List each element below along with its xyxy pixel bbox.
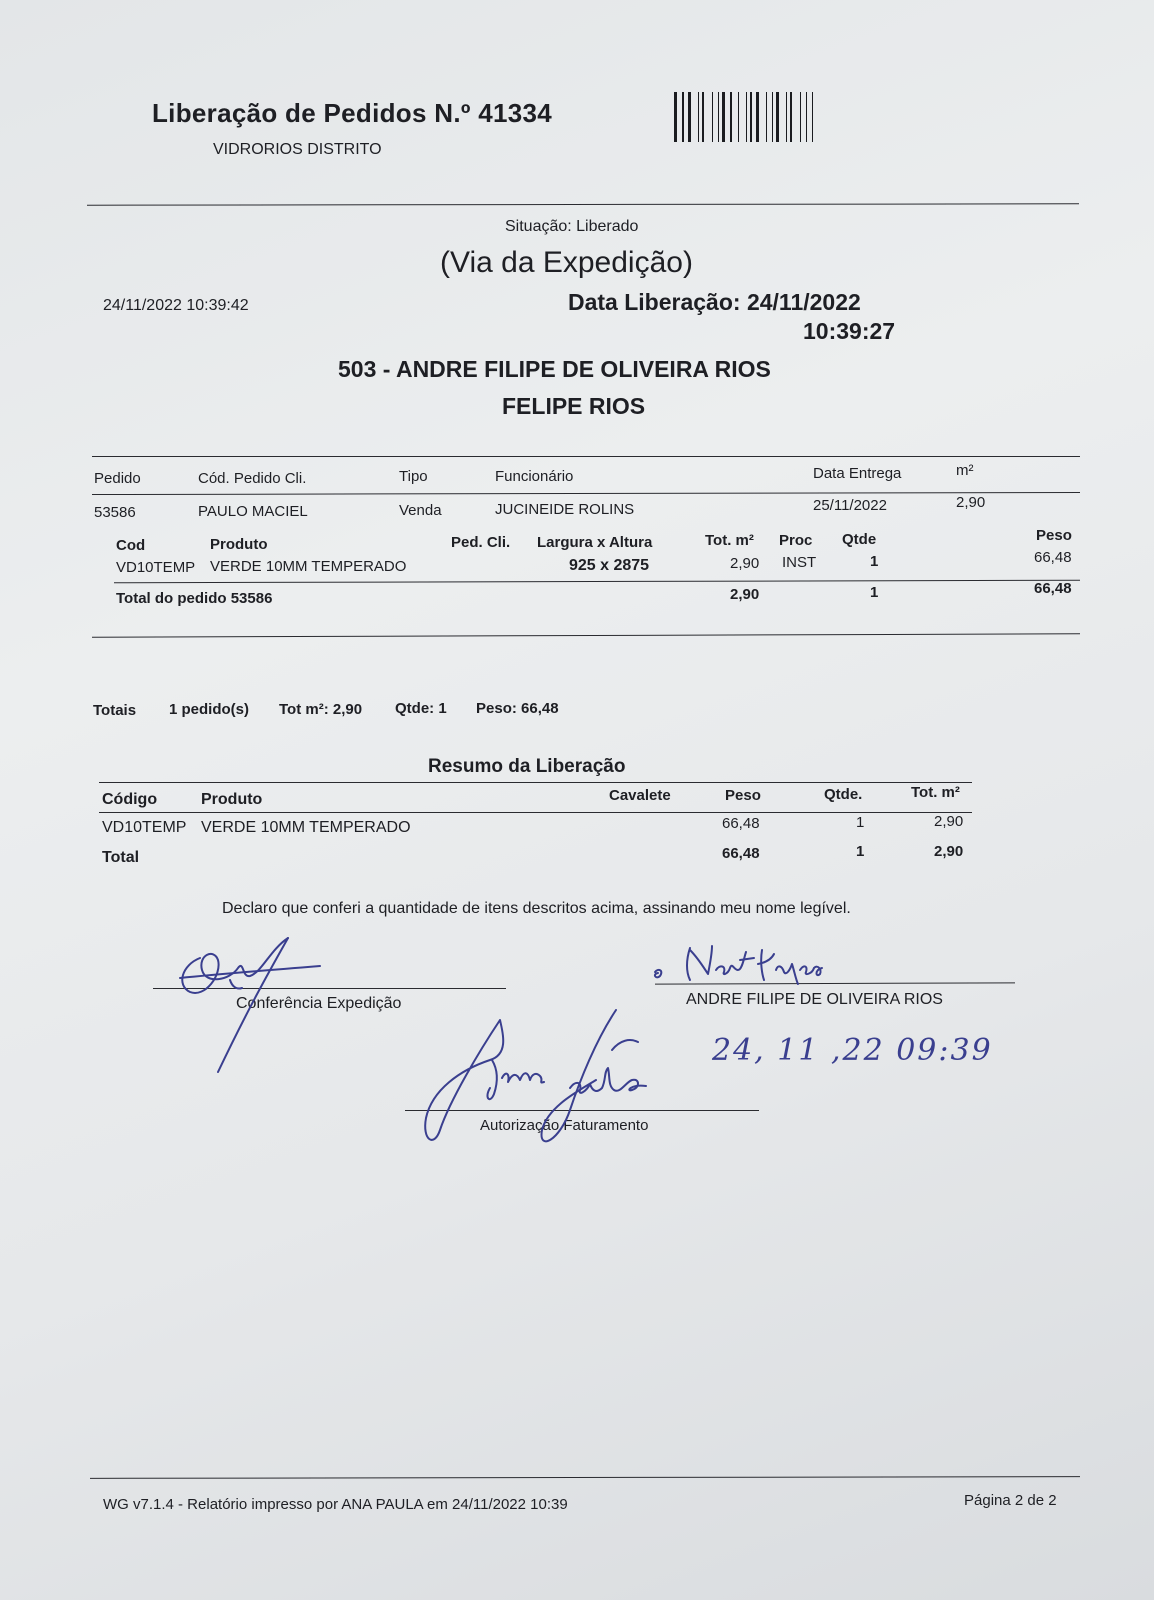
col-header-data-entrega: Data Entrega bbox=[813, 465, 902, 482]
order-table-top-rule bbox=[92, 456, 1080, 457]
billing-authorization-label: Autorização Faturamento bbox=[480, 1117, 649, 1134]
order-table-bottom-rule bbox=[92, 633, 1080, 637]
company-name: VIDRORIOS DISTRITO bbox=[213, 141, 382, 158]
release-date: Data Liberação: 24/11/2022 bbox=[568, 289, 861, 315]
barcode-bar bbox=[800, 92, 801, 142]
item-header-produto: Produto bbox=[210, 536, 268, 553]
summary-total-label: Total bbox=[102, 849, 140, 866]
item-tot-m2: 2,90 bbox=[730, 555, 760, 572]
summary-header-cavalete: Cavalete bbox=[609, 787, 671, 804]
barcode-bar bbox=[722, 92, 725, 142]
client-signature bbox=[650, 940, 850, 985]
conference-label: Conferência Expedição bbox=[236, 995, 402, 1012]
item-header-peso: Peso bbox=[1036, 527, 1072, 544]
client-signature-name: ANDRE FILIPE DE OLIVEIRA RIOS bbox=[686, 991, 943, 1008]
order-total-peso: 66,48 bbox=[1034, 580, 1072, 597]
order-number: 53586 bbox=[94, 504, 136, 521]
order-table-header-rule bbox=[92, 492, 1080, 495]
totals-label: Totais bbox=[93, 702, 137, 719]
col-header-pedido: Pedido bbox=[94, 470, 141, 487]
item-header-tot-m2: Tot. m² bbox=[705, 532, 754, 549]
summary-header-qtde: Qtde. bbox=[824, 786, 863, 803]
barcode-bar bbox=[738, 92, 739, 142]
order-client-code: PAULO MACIEL bbox=[198, 503, 308, 520]
order-type: Venda bbox=[399, 502, 442, 519]
summary-qtde: 1 bbox=[856, 814, 865, 831]
item-product: VERDE 10MM TEMPERADO bbox=[210, 558, 407, 575]
order-total-qtde: 1 bbox=[870, 584, 879, 601]
barcode-bar bbox=[750, 92, 752, 142]
summary-top-rule bbox=[99, 782, 972, 783]
order-delivery-date: 25/11/2022 bbox=[813, 497, 887, 514]
item-header-cod: Cod bbox=[116, 537, 146, 554]
barcode-bar bbox=[772, 92, 773, 142]
barcode-bar bbox=[682, 92, 684, 142]
barcode-bar bbox=[790, 92, 792, 142]
status-text: Situação: Liberado bbox=[505, 218, 639, 235]
barcode-bar bbox=[786, 92, 787, 142]
barcode-bar bbox=[712, 92, 713, 142]
totals-m2: Tot m²: 2,90 bbox=[279, 701, 363, 718]
barcode-bar bbox=[756, 92, 759, 142]
summary-header-rule bbox=[99, 812, 972, 813]
order-total-m2: 2,90 bbox=[730, 586, 760, 603]
totals-weight: Peso: 66,48 bbox=[476, 700, 559, 717]
item-peso: 66,48 bbox=[1034, 549, 1072, 566]
conference-signature bbox=[170, 930, 350, 1080]
item-proc: INST bbox=[782, 554, 817, 571]
col-header-funcionario: Funcionário bbox=[495, 468, 574, 485]
release-time: 10:39:27 bbox=[803, 318, 896, 344]
barcode-bar bbox=[730, 92, 732, 142]
barcode-bar bbox=[776, 92, 779, 142]
copy-type-heading: (Via da Expedição) bbox=[440, 246, 693, 279]
item-total-rule bbox=[114, 580, 1080, 584]
barcode-bar bbox=[674, 92, 677, 142]
barcode-icon bbox=[674, 92, 850, 142]
order-m2: 2,90 bbox=[956, 494, 986, 511]
summary-header-tot-m2: Tot. m² bbox=[911, 784, 960, 801]
barcode-bar bbox=[812, 92, 813, 142]
footer-report-info: WG v7.1.4 - Relatório impresso por ANA PAULA em 24/11/2022 10:39 bbox=[103, 1496, 568, 1513]
header-divider bbox=[87, 203, 1079, 205]
document-title: Liberação de Pedidos N.º 41334 bbox=[152, 98, 552, 128]
summary-total-m2: 2,90 bbox=[934, 843, 964, 860]
barcode-bar bbox=[766, 92, 767, 142]
handwritten-date: 24, 11 ,22 09:39 bbox=[712, 1033, 993, 1068]
item-code: VD10TEMP bbox=[116, 559, 196, 576]
order-employee: JUCINEIDE ROLINS bbox=[495, 501, 635, 518]
declaration-text: Declaro que conferi a quantidade de itens descritos acima, assinando meu nome legível. bbox=[222, 900, 851, 917]
item-header-ped-cli: Ped. Cli. bbox=[451, 534, 511, 551]
print-timestamp: 24/11/2022 10:39:42 bbox=[103, 297, 249, 314]
summary-total-weight: 66,48 bbox=[722, 845, 760, 862]
item-dimensions: 925 x 2875 bbox=[569, 557, 650, 574]
summary-product: VERDE 10MM TEMPERADO bbox=[201, 819, 411, 836]
footer-rule bbox=[90, 1476, 1080, 1479]
item-header-qtde: Qtde bbox=[842, 531, 877, 548]
client-alias: FELIPE RIOS bbox=[502, 393, 646, 419]
barcode-bar bbox=[702, 92, 704, 142]
summary-total-qtde: 1 bbox=[856, 843, 865, 860]
summary-header-produto: Produto bbox=[201, 791, 263, 808]
summary-m2: 2,90 bbox=[934, 813, 964, 830]
order-total-label: Total do pedido 53586 bbox=[116, 590, 273, 607]
barcode-bar bbox=[746, 92, 747, 142]
summary-header-peso: Peso bbox=[725, 787, 761, 804]
summary-weight: 66,48 bbox=[722, 815, 760, 832]
item-qtde: 1 bbox=[870, 553, 879, 570]
barcode-bar bbox=[688, 92, 691, 142]
billing-signature bbox=[420, 1010, 690, 1160]
client-name: 503 - ANDRE FILIPE DE OLIVEIRA RIOS bbox=[338, 356, 771, 382]
summary-title: Resumo da Liberação bbox=[428, 756, 626, 777]
footer-page-number: Página 2 de 2 bbox=[964, 1492, 1057, 1509]
col-header-tipo: Tipo bbox=[399, 468, 428, 485]
barcode-bar bbox=[806, 92, 807, 142]
item-header-largura-altura: Largura x Altura bbox=[537, 534, 653, 551]
totals-qtde: Qtde: 1 bbox=[395, 700, 447, 717]
summary-header-codigo: Código bbox=[102, 791, 158, 808]
summary-code: VD10TEMP bbox=[102, 819, 187, 836]
item-header-proc: Proc bbox=[779, 532, 813, 549]
barcode-bar bbox=[698, 92, 699, 142]
totals-orders: 1 pedido(s) bbox=[169, 701, 250, 718]
col-header-cod-pedido-cli: Cód. Pedido Cli. bbox=[198, 470, 307, 487]
col-header-m2: m² bbox=[956, 462, 974, 479]
barcode-bar bbox=[718, 92, 719, 142]
